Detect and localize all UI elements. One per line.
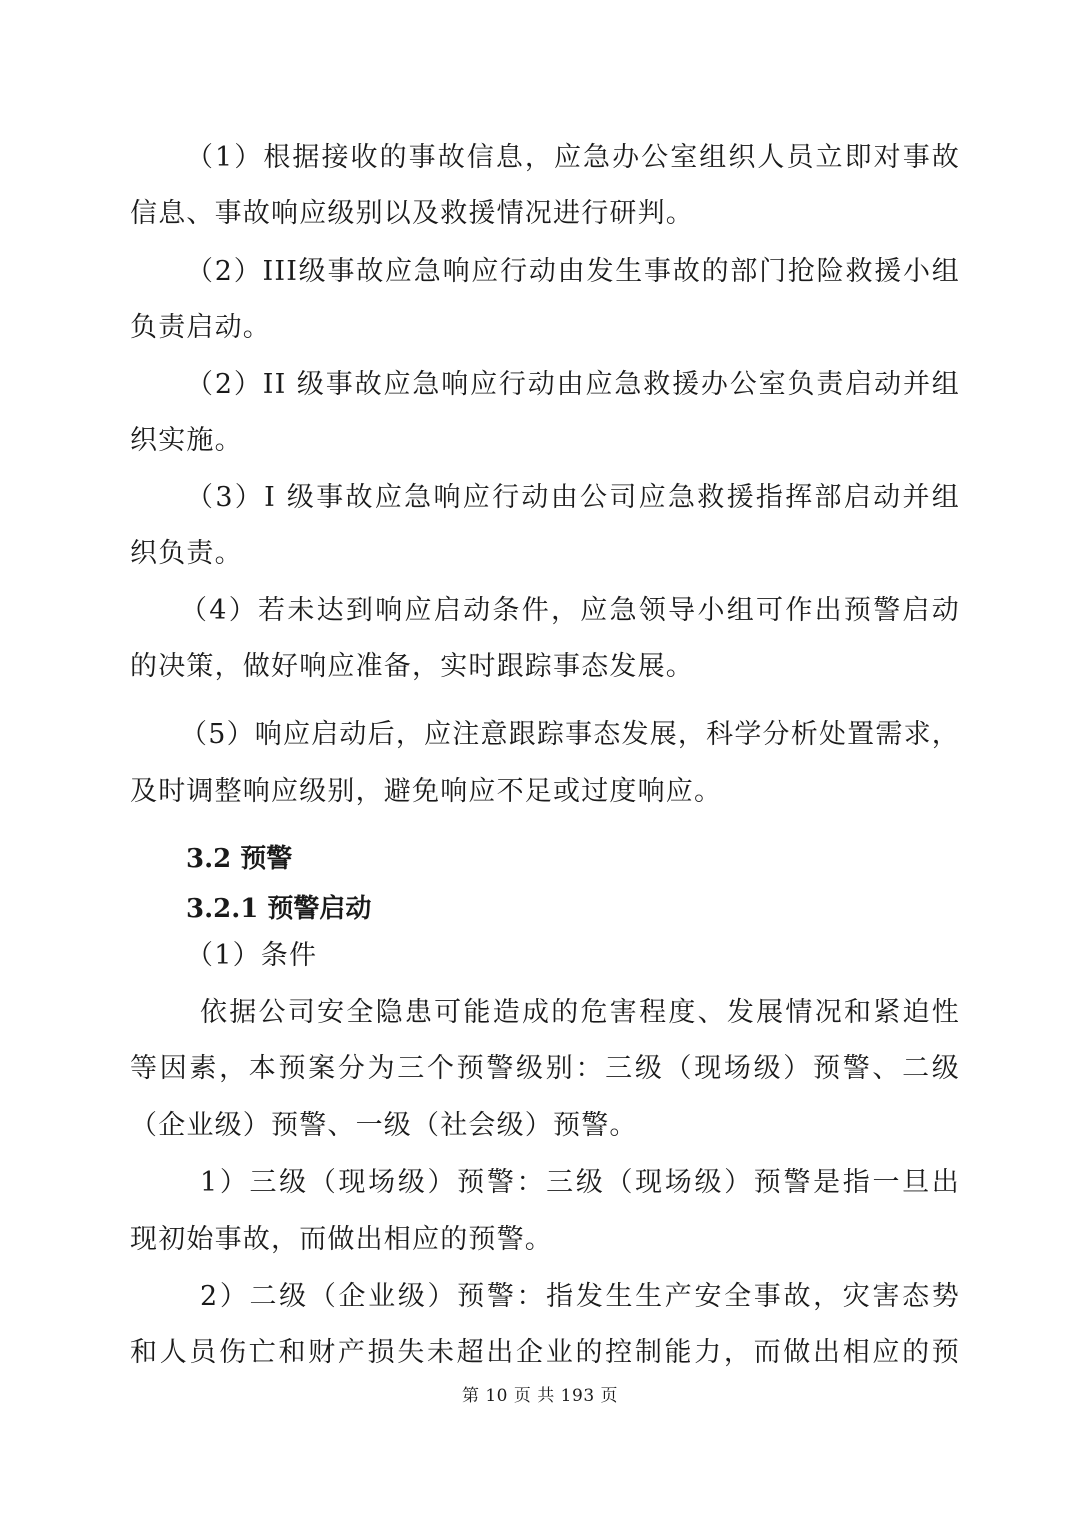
section-title: 3.2 预警	[186, 844, 293, 874]
paragraph-4-line-2: 织负责。	[130, 538, 243, 569]
paragraph-6-line-2: 及时调整响应级别，避免响应不足或过度响应。	[130, 776, 723, 807]
level3-line-1: 1）三级（现场级）预警：三级（现场级）预警是指一旦出	[200, 1167, 960, 1198]
page-footer: 第 10 页 共 193 页	[461, 1386, 619, 1406]
intro-line-2: 等因素，本预案分为三个预警级别：三级（现场级）预警、二级	[130, 1053, 960, 1084]
paragraph-1-line-2: 信息、事故响应级别以及救援情况进行研判。	[130, 198, 694, 229]
level3-line-2: 现初始事故，而做出相应的预警。	[130, 1224, 553, 1255]
intro-line-3: （企业级）预警、一级（社会级）预警。	[130, 1110, 638, 1141]
paragraph-3-line-1: （2）II 级事故应急响应行动由应急救援办公室负责启动并组	[186, 369, 960, 400]
paragraph-2-line-1: （2）III级事故应急响应行动由发生事故的部门抢险救援小组	[186, 256, 960, 287]
level2-line-1: 2）二级（企业级）预警：指发生生产安全事故，灾害态势	[200, 1281, 960, 1312]
paragraph-5-line-1: （4）若未达到响应启动条件，应急领导小组可作出预警启动	[180, 595, 960, 626]
section-subtitle: 3.2.1 预警启动	[186, 894, 372, 924]
paragraph-2-line-2: 负责启动。	[130, 312, 271, 343]
paragraph-1-line-1: （1）根据接收的事故信息，应急办公室组织人员立即对事故	[186, 142, 960, 173]
paragraph-3-line-2: 织实施。	[130, 425, 243, 456]
intro-line-1: 依据公司安全隐患可能造成的危害程度、发展情况和紧迫性	[200, 997, 960, 1028]
paragraph-4-line-1: （3）I 级事故应急响应行动由公司应急救援指挥部启动并组	[186, 482, 960, 513]
level2-line-2: 和人员伤亡和财产损失未超出企业的控制能力，而做出相应的预	[130, 1337, 960, 1368]
paragraph-6-line-1: （5）响应启动后，应注意跟踪事态发展，科学分析处置需求，	[180, 719, 960, 750]
condition-label: （1）条件	[186, 940, 318, 971]
paragraph-5-line-2: 的决策，做好响应准备，实时跟踪事态发展。	[130, 651, 694, 682]
